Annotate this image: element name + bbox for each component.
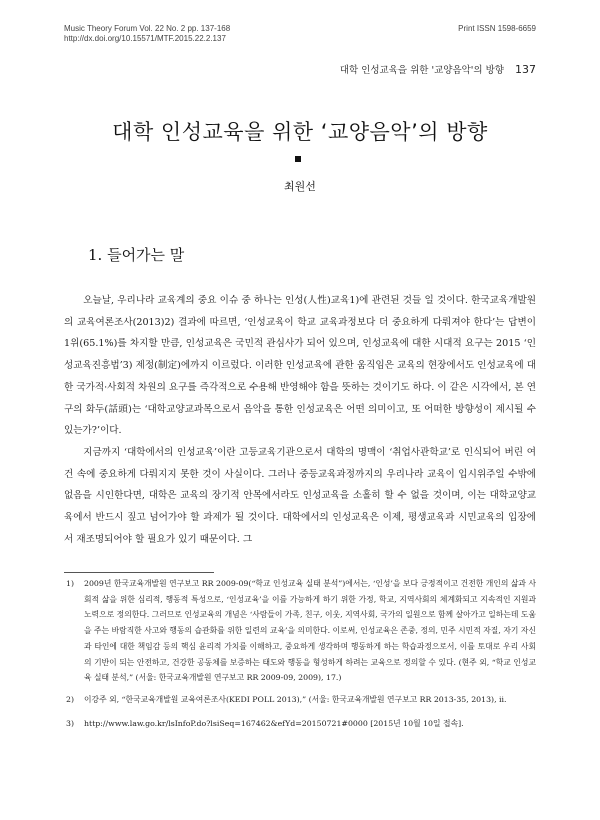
footnote-divider (64, 572, 214, 573)
footnote-text: 이강주 외, “한국교육개발원 교육여론조사(KEDI POLL 2013),” (서울: 한국교육개발원 연구보고 RR 2013-35, 2013), ii. (84, 694, 507, 704)
author-name: 최원선 (284, 180, 316, 193)
footnote-number: 2) (66, 694, 75, 704)
title-square-mark (295, 156, 301, 162)
running-head (340, 62, 536, 76)
running-title: 대학 인성교육을 위한 '교양음악'의 방향 (339, 65, 504, 76)
doi-link[interactable]: http://dx.doi.org/10.15571/MTF.2015.22.2.137 (64, 34, 226, 43)
footnotes (64, 576, 536, 739)
footnote-text: 2009년 한국교육개발원 연구보고 RR 2009-09(“학교 인성교육 실태 분석”)에서는, ‘인성’을 보다 긍정적이고 건전한 개인의 삶과 사회적 삶을 위한 심리적, 행동적 특성으로, ‘인성교육’을 이를 가능하게 하기 위한 가정, 학교, 지역사회의 체계화되고 지속적인 지원과 노력으로 정의한다. 그러므로 인성교육의 개념은 ‘사람들이 가족, 친구, 이웃, 지역사회, 국가의 일원으로 함께 살아가고 일하는데 도움을 주는 바람직한 사고와 행동의 습관화를 위한 일련의 교육’을 의미한다. 이로써, 인성교육은 존중, 정의, 민주 시민적 자질, 자기 자신과 타인에 대한 책임감 등의 핵심 윤리적 가치를 이해하고, 중요하게 생각하며 행동하게 하는 학습과정으로서, 이를 토대로 우리 사회의 기반이 되는 안전하고, 건강한 공동체를 보증하는 태도와 행동을 형성하게 하려는 교육으로 정의할 수 있다. (현주 외, “학교 인성교육 실태 분석,” (서울: 한국교육개발원 연구보고 RR 2009-09, 2009), 17.) (84, 579, 536, 683)
article-title: 대학 인성교육을 위한 ‘교양음악’의 방향 (112, 120, 488, 144)
footnote-number: 3) (66, 718, 75, 728)
footnote-number: 1) (66, 579, 75, 588)
body-text (64, 290, 536, 550)
footnote-1 (64, 576, 536, 686)
journal-citation: Music Theory Forum Vol. 22 No. 2 pp. 137-168 (64, 24, 231, 33)
footnote-2 (64, 692, 536, 708)
page-number: 137 (515, 63, 536, 76)
paragraph-1: 오늘날, 우리나라 교육계의 중요 이슈 중 하나는 인성(人性)교육1)에 관련된 것들 일 것이다. 한국교육개발원의 교육여론조사(2013)2) 결과에 따르면, ‘인성교육이 학교 교육과정보다 더 중요하게 다뤄져야 한다’는 답변이 1위(65.1%)를 차지할 만큼, 인성교육은 국민적 관심사가 되어 있으며, 인성교육에 대한 시대적 요구는 2015 ‘인성교육진흥법’3) 제정(制定)에까지 이르렀다. 이러한 인성교육에 관한 움직임은 교육의 현장에서도 인성교육에 대한 국가적·사회적 차원의 요구를 즉각적으로 수용해 반영해야 함을 뜻하는 것이기도 하다. 이 같은 시각에서, 본 연구의 화두(話頭)는 ‘대학교양교과목으로서 음악을 통한 인성교육은 어떤 의미이고, 또 어떠한 방향성이 제시될 수 있는가?’이다. (64, 295, 536, 437)
paragraph-2: 지금까지 ‘대학에서의 인성교육’이란 고등교육기관으로서 대학의 명맥이 ‘취업사관학교’로 인식되어 버린 여건 속에 중요하게 다뤄지지 못한 것이 사실이다. 그러나 중등교육과정까지의 우리나라 교육이 입시위주일 수밖에 없음을 시인한다면, 대학은 교육의 장기적 안목에서라도 인성교육을 소홀히 할 수 없을 것이며, 이는 대학교양교육에서 반드시 짚고 넘어가야 할 과제가 될 것이다. 대학에서의 인성교육은 이제, 평생교육과 시민교육의 입장에서 재조명되어야 할 필요가 있기 때문이다. 그 (64, 446, 536, 545)
footnote-text[interactable]: http://www.law.go.kr/lsInfoP.do?lsiSeq=167462&efYd=20150721#0000 [2015년 10월 10일 접속]. (84, 718, 464, 728)
journal-meta (64, 24, 230, 44)
issn-label: Print ISSN 1598-6659 (458, 24, 536, 33)
footnote-3 (64, 716, 536, 732)
section-heading: 1. 들어가는 말 (88, 246, 185, 264)
